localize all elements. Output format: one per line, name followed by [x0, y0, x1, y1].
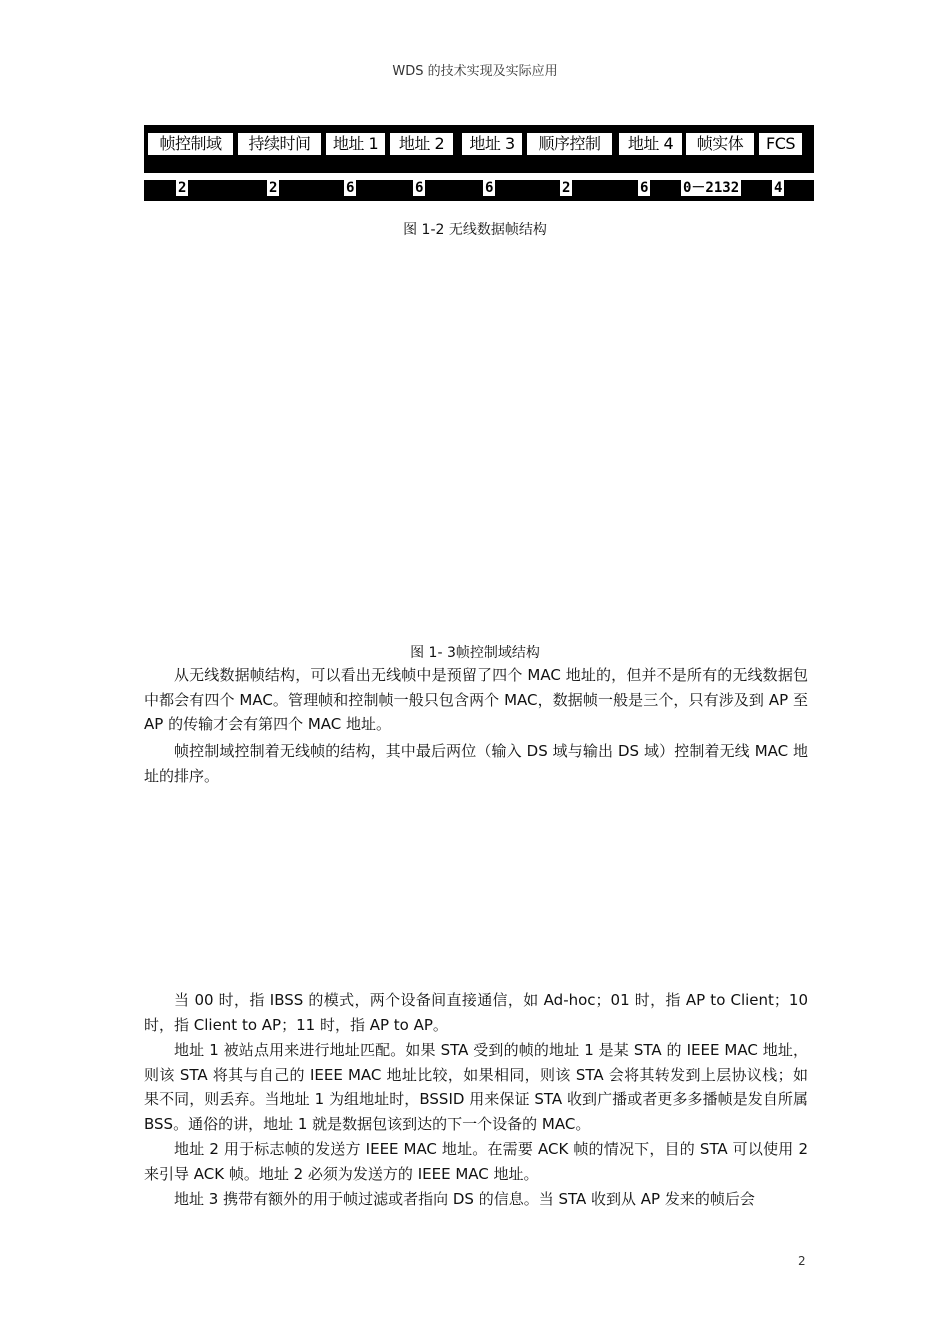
field-address-1: 地址 1: [326, 133, 385, 155]
field-sequence-control: 顺序控制: [527, 133, 612, 155]
frame-structure-diagram: [144, 125, 814, 201]
field-frame-control: 帧控制域: [148, 133, 233, 155]
paragraph-address-1: 地址 1 被站点用来进行地址匹配。如果 STA 受到的帧的地址 1 是某 STA 的 IEEE MAC 地址，则该 STA 将其与自己的 IEEE MAC 地址比较，如果相同，则该 STA 会将其转发到上层协议栈；如果不同，则丢弃。当地址 1 为组地址时，BSSID 用来保证 STA 收到广播或者更多多播帧是发自所属 BSS。通俗的讲，地址 1 就是数据包该到达的下一个设备的 MAC。: [144, 1041, 808, 1133]
frame-sizes-row: [144, 180, 814, 198]
size-address-2: 6: [415, 180, 424, 196]
page-header: WDS 的技术实现及实际应用: [392, 64, 558, 79]
size-frame-body: 0－2132: [683, 180, 740, 196]
field-address-2: 地址 2: [390, 133, 453, 155]
field-frame-body: 帧实体: [686, 133, 754, 155]
size-address-4: 6: [640, 180, 649, 196]
field-address-3: 地址 3: [462, 133, 522, 155]
frame-divider-stripe: [144, 173, 814, 180]
figure-caption-frame-structure: 图 1-2 无线数据帧结构: [403, 222, 547, 238]
paragraph-address-3: 地址 3 携带有额外的用于帧过滤或者指向 DS 的信息。当 STA 收到从 AP 发来的帧后会: [174, 1190, 755, 1208]
size-address-1: 6: [346, 180, 355, 196]
size-fcs: 4: [774, 180, 783, 196]
paragraph-ds-bits: 当 00 时，指 IBSS 的模式，两个设备间直接通信，如 Ad-hoc；01 时，指 AP to Client；10 时，指 Client to AP；11 时，指 AP to AP。: [144, 991, 808, 1034]
paragraph-address-2: 地址 2 用于标志帧的发送方 IEEE MAC 地址。在需要 ACK 帧的情况下，目的 STA 可以使用 2 来引导 ACK 帧。地址 2 必须为发送方的 IEEE MAC 地址。: [144, 1140, 808, 1183]
field-fcs: FCS: [759, 133, 802, 155]
size-duration: 2: [269, 180, 278, 196]
field-address-4: 地址 4: [619, 133, 682, 155]
size-address-3: 6: [485, 180, 494, 196]
size-sequence-control: 2: [562, 180, 571, 196]
field-duration: 持续时间: [238, 133, 321, 155]
paragraph-mac-addresses: 从无线数据帧结构，可以看出无线帧中是预留了四个 MAC 地址的，但并不是所有的无线数据包中都会有四个 MAC。管理帧和控制帧一般只包含两个 MAC，数据帧一般是三个，只有涉及到 AP 至 AP 的传输才会有第四个 MAC 地址。: [144, 666, 808, 733]
frame-fields-row: [144, 133, 814, 157]
size-frame-control: 2: [178, 180, 187, 196]
page-number: 2: [798, 1254, 806, 1268]
paragraph-frame-control: 帧控制域控制着无线帧的结构，其中最后两位（输入 DS 域与输出 DS 域）控制着无线 MAC 地址的排序。: [144, 742, 808, 785]
figure-caption-frame-control: 图 1- 3帧控制域结构: [410, 645, 540, 661]
